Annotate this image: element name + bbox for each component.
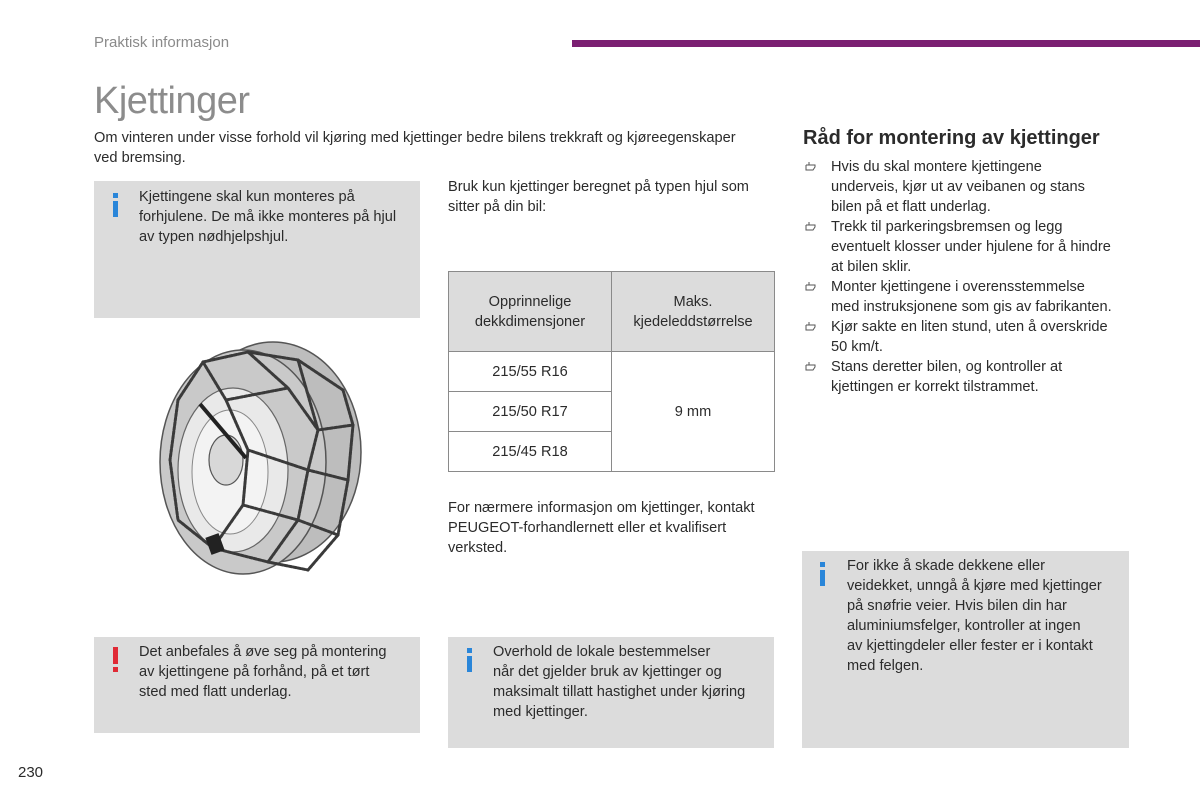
- advice-line: eventuelt klosser under hjulene for å hindre: [831, 239, 1111, 255]
- advice-line: Hvis du skal montere kjettingene: [831, 159, 1042, 175]
- header-tyre-dimensions: [449, 272, 612, 352]
- header-line: dekkdimensjoner: [474, 313, 586, 330]
- note-line: når det gjelder bruk av kjettinger og: [493, 664, 722, 680]
- pointing-hand-icon: [805, 220, 817, 232]
- advice-line: Kjør sakte en liten stund, uten å overskride: [831, 319, 1108, 335]
- advice-item: [803, 317, 1143, 357]
- warning-line: av kjettingene på forhånd, på et tørt: [139, 664, 370, 680]
- more-info-text: [448, 498, 778, 558]
- advice-title: Råd for montering av kjettinger: [803, 127, 1100, 149]
- note-text: [493, 642, 769, 722]
- chain-size-table: [448, 271, 775, 472]
- wheel-hub: [209, 435, 243, 485]
- note-line: For ikke å skade dekkene eller: [847, 558, 1045, 574]
- advice-line: med instruksjonene som gis av fabrikanten.: [831, 299, 1112, 315]
- table-header-row: [449, 272, 775, 352]
- note-line: Kjettingene skal kun monteres på: [139, 189, 355, 205]
- note-line: Overhold de lokale bestemmelser: [493, 644, 711, 660]
- header-line: Maks.: [673, 293, 713, 310]
- header-accent-bar: [572, 40, 1200, 47]
- intro-line: ved bremsing.: [94, 150, 186, 166]
- note-tyres: [802, 551, 1129, 748]
- note-text: [847, 556, 1125, 676]
- header-line: kjedeleddstørrelse: [633, 313, 753, 330]
- warning-practice: [94, 637, 420, 733]
- page-number: 230: [18, 764, 44, 781]
- note-line: forhjulene. De må ikke monteres på hjul: [139, 209, 397, 225]
- pointing-hand-icon: [805, 160, 817, 172]
- table-intro: [448, 177, 778, 217]
- advice-line: Trekk til parkeringsbremsen og legg: [831, 219, 1063, 235]
- advice-line: underveis, kjør ut av veibanen og stans: [831, 179, 1085, 195]
- note-front-wheels: [94, 181, 420, 318]
- note-local-rules: [448, 637, 774, 748]
- note-line: veidekket, unngå å kjøre med kjettinger: [847, 578, 1102, 594]
- header-line: Opprinnelige: [488, 293, 572, 310]
- warning-text: [139, 642, 415, 702]
- page-title: Kjettinger: [94, 80, 250, 122]
- note-line: av kjettingdeler eller fester er i kontakt: [847, 638, 1093, 654]
- table-row: [449, 352, 775, 392]
- header-max-link-size: [612, 272, 775, 352]
- advice-list: [803, 157, 1143, 397]
- advice-line: 50 km/t.: [831, 339, 883, 355]
- pointing-hand-icon: [805, 360, 817, 372]
- max-size-cell: 9 mm: [612, 352, 775, 472]
- more-info-line: PEUGEOT-forhandlernett eller et kvalifisert: [448, 520, 727, 536]
- advice-line: bilen på et flatt underlag.: [831, 199, 991, 215]
- section-label: Praktisk informasjon: [94, 34, 230, 51]
- note-line: maksimalt tillatt hastighet under kjøring: [493, 684, 746, 700]
- more-info-line: verksted.: [448, 540, 508, 556]
- table-intro-line: Bruk kun kjettinger beregnet på typen hjul som: [448, 179, 749, 195]
- advice-line: kjettingen er korrekt tilstrammet.: [831, 379, 1039, 395]
- tyre-dimension-cell: 215/55 R16: [449, 352, 612, 392]
- advice-line: at bilen sklir.: [831, 259, 912, 275]
- advice-line: Monter kjettingene i overensstemmelse: [831, 279, 1085, 295]
- note-line: med kjettinger.: [493, 704, 588, 720]
- note-text: [139, 187, 415, 247]
- tyre-dimension-cell: 215/45 R18: [449, 432, 612, 472]
- note-line: på snøfrie veier. Hvis bilen din har: [847, 598, 1067, 614]
- intro-text: [94, 128, 794, 168]
- advice-line: Stans deretter bilen, og kontroller at: [831, 359, 1063, 375]
- warning-line: sted med flatt underlag.: [139, 684, 292, 700]
- pointing-hand-icon: [805, 320, 817, 332]
- pointing-hand-icon: [805, 280, 817, 292]
- tyre-chain-illustration: [148, 330, 370, 586]
- tyre-dimension-cell: 215/50 R17: [449, 392, 612, 432]
- advice-item: [803, 157, 1143, 217]
- more-info-line: For nærmere informasjon om kjettinger, kontakt: [448, 500, 755, 516]
- note-line: aluminiumsfelger, kontroller at ingen: [847, 618, 1081, 634]
- advice-item: [803, 357, 1143, 397]
- warning-line: Det anbefales å øve seg på montering: [139, 644, 387, 660]
- intro-line: Om vinteren under visse forhold vil kjøring med kjettinger bedre bilens trekkraft og kjøreegenskaper: [94, 130, 736, 146]
- note-line: av typen nødhjelpshjul.: [139, 229, 289, 245]
- advice-item: [803, 277, 1143, 317]
- note-line: med felgen.: [847, 658, 924, 674]
- advice-item: [803, 217, 1143, 277]
- table-intro-line: sitter på din bil:: [448, 199, 547, 215]
